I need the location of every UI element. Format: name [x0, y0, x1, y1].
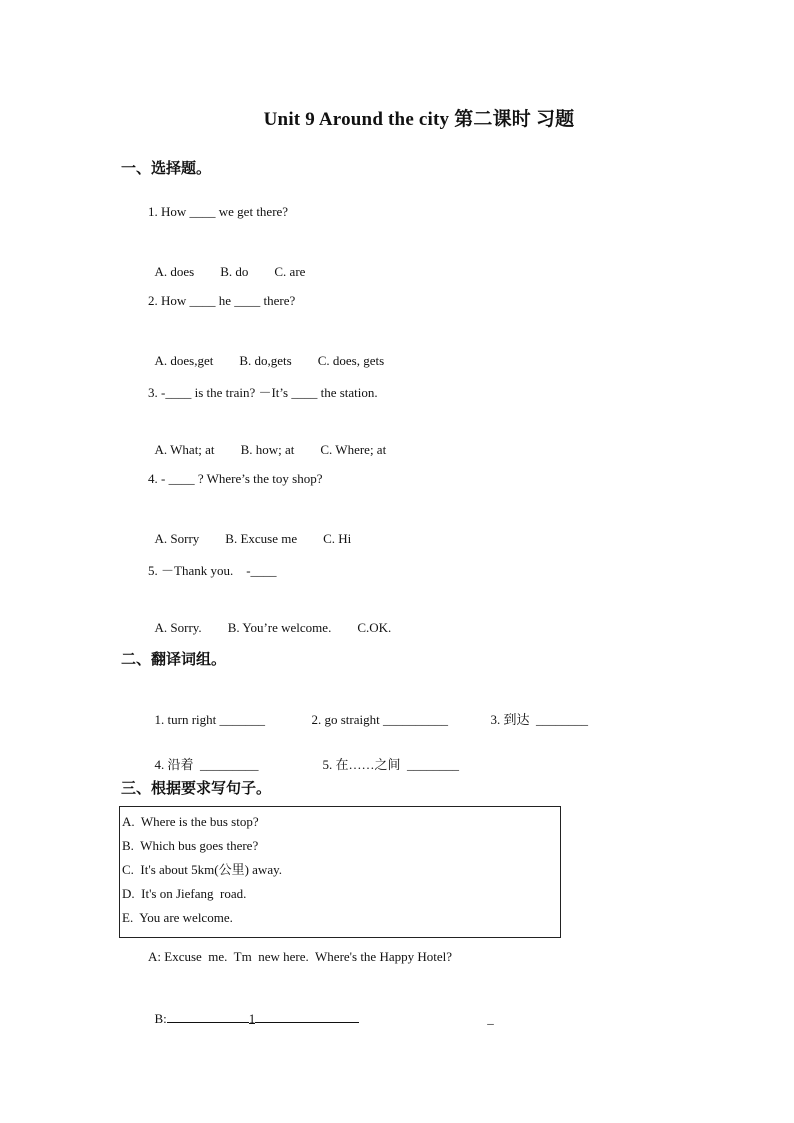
- option: A. does,get: [154, 353, 214, 368]
- box-option: E. You are welcome.: [122, 910, 233, 925]
- question-1-options: [148, 248, 331, 280]
- translate-item: 2. go straight __________: [311, 712, 448, 727]
- option: C. are: [274, 264, 306, 279]
- translate-row-2: [148, 738, 459, 773]
- section-heading-translate: 二、翻译词组。: [121, 650, 227, 668]
- option: A. Sorry: [154, 531, 200, 546]
- question-4-stem: 4. - ____ ? Where’s the toy shop?: [148, 471, 323, 486]
- option: A. What; at: [154, 442, 215, 457]
- trailing-blank: _: [487, 1011, 494, 1026]
- answer-options-box: [119, 806, 561, 938]
- translate-item: 5. 在……之间 ________: [322, 757, 460, 772]
- option: B. how; at: [240, 442, 295, 457]
- option: B. do: [220, 264, 249, 279]
- dialogue-b-prefix: B:: [154, 1011, 167, 1026]
- option: B. Excuse me: [225, 531, 298, 546]
- question-2-stem: 2. How ____ he ____ there?: [148, 293, 296, 308]
- dialogue-a-line: A: Excuse me. Tm new here. Where's the Happy Hotel?: [148, 949, 453, 964]
- question-3-options: [148, 426, 412, 458]
- answer-blank[interactable]: [167, 1010, 249, 1023]
- option: B. do,gets: [239, 353, 292, 368]
- box-option: B. Which bus goes there?: [122, 838, 259, 853]
- section-heading-choice: 一、选择题。: [121, 159, 212, 177]
- question-5-stem: 5. －Thank you. -____: [148, 563, 277, 578]
- option: B. You’re welcome.: [227, 620, 332, 635]
- question-5-options: [148, 604, 417, 636]
- dialogue-b-line: [148, 994, 494, 1027]
- translate-item: 3. 到达 ________: [490, 712, 589, 727]
- option: A. does: [154, 264, 195, 279]
- section-heading-sentences: 三、根据要求写句子。: [121, 779, 272, 797]
- box-option: C. It's about 5km(公里) away.: [122, 862, 282, 877]
- question-3-stem: 3. -____ is the train? －It’s ____ the station.: [148, 385, 378, 400]
- question-1-stem: 1. How ____ we get there?: [148, 204, 289, 219]
- option: C. Hi: [323, 531, 352, 546]
- option: C. Where; at: [320, 442, 387, 457]
- translate-row-1: [148, 693, 588, 728]
- option: C.OK.: [357, 620, 392, 635]
- question-2-options: [148, 337, 410, 369]
- page-title: Unit 9 Around the city 第二课时 习题: [263, 109, 575, 130]
- answer-blank[interactable]: [255, 1010, 359, 1023]
- translate-item: 4. 沿着 _________: [154, 757, 259, 772]
- blank-number: 1: [248, 1011, 256, 1026]
- box-option: A. Where is the bus stop?: [122, 814, 259, 829]
- question-4-options: [148, 515, 377, 547]
- option: C. does, gets: [317, 353, 385, 368]
- box-option: D. It's on Jiefang road.: [122, 886, 247, 901]
- translate-item: 1. turn right _______: [154, 712, 265, 727]
- option: A. Sorry.: [154, 620, 202, 635]
